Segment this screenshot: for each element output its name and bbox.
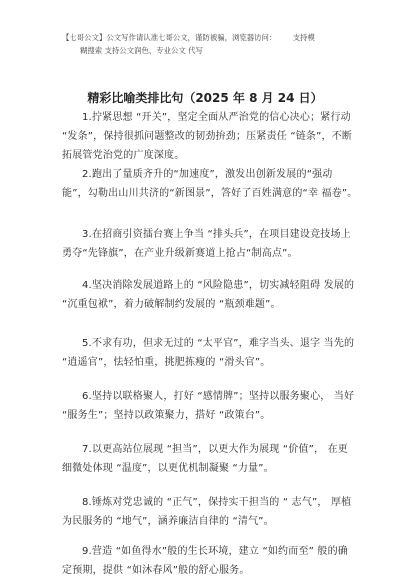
header-text-1-tail: 支持模: [292, 33, 315, 42]
header-notice: [62, 31, 392, 57]
paragraph-8: 8.锤炼对党忠诚的 “正气”，保持实干担当的 “ 志气”， 厚植为民服务的 “地气”，涵养廉洁自律的 “清气”。: [62, 497, 352, 527]
paragraph-6: 6.坚持以联格聚人，打好 “感情牌”；坚持以服务聚心， 当好 “服务生”；坚持以政策聚力，搭好 “政策台”。: [62, 391, 355, 421]
paragraph-1: 1.拧紧思想 “开关”，坚定全面从严治党的信心决心；紧行动 “发条”，保持很抓问题整改的韧劲拚劲；压紧责任 “链条”，不断拓展管党治党的广度深度。: [62, 112, 353, 161]
header-line-2: 糊搜索 支持公文润色、专业公文 代写: [80, 46, 203, 55]
page-title: 精彩比喻类排比句（2025 年 8 月 24 日）: [87, 91, 323, 105]
header-text-1: 【七哥公文】公文写作请认准七哥公文，谨防被骗，浏览器访问：: [62, 33, 277, 42]
paragraph-7: 7.以更高站位展现 “担当”，以更大作为展现 “价值”， 在更细微处体现 “温度”，以更优机制凝聚 “力量”。: [62, 444, 348, 474]
paragraph-4: 4.坚决消除发展道路上的 “风险隐患”，切实减轻阻碍 发展的 “沉重包袱”，着力破解制约发展的 “瓶颈难题”。: [62, 280, 355, 310]
paragraph-3: 3.在招商引资擂台赛上争当 “排头兵”，在项目建设竞技场上勇夺“先锋旗”，在产业升级新赛道上抢占“制高点”。: [62, 229, 351, 259]
paragraph-9: 9.营造 “如鱼得水”般的生长环境，建立 “如约而至” 般的确定预期，提供 “如沐春风”般的舒心服务。: [62, 546, 348, 576]
paragraph-5: 5.不求有功，但求无过的 “太平官”，难字当头、退字 当先的 “逍遥官”，怯轻怕重，挑肥拣瘦的 “滑头官”。: [62, 338, 355, 368]
header-line-1: [62, 31, 392, 44]
paragraph-2: 2.跑出了量质齐升的“加速度”，激发出创新发展的“强动能”，勾勒出山川共济的“新图景”，答好了百姓满意的“幸 福卷”。: [62, 169, 358, 199]
